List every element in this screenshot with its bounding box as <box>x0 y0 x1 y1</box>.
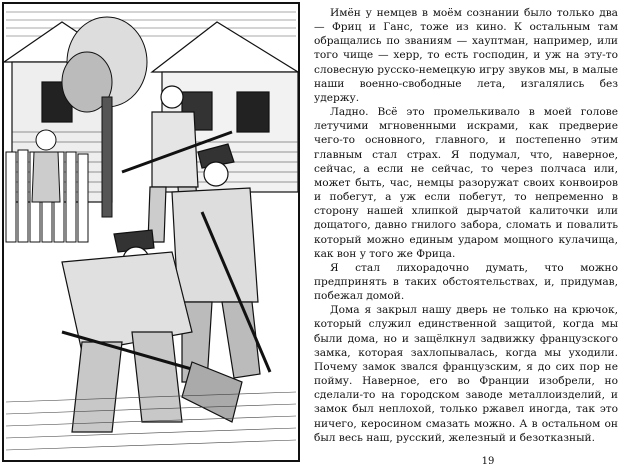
page-number: 19 <box>481 456 495 467</box>
illustration-drawing <box>2 2 300 462</box>
paragraph-4: Дома я закрыл нашу дверь не только на крючок, который служил единственной защитой, когда мы были дома, но и защёлкнул задвижку французского замка, которая захлопывалась, когда мы уходили. Почему замок звался французским, я до сих пор не пойму. Наверное, его во Франции изобрели, но сделали-то на городском заводе металлоизделий, и замок был неплохой, только ржавел иногда, так это ничего, керосином смазать можно. А в остальном он был весь наш, русский, железный и безотказный. <box>314 304 618 444</box>
text-column <box>314 6 618 446</box>
boy-figure <box>32 130 60 202</box>
paragraph-2: Ладно. Всё это промелькивало в моей голове летучими мгновенными искрами, как предверие чего-то основного, главного, и постепенно этим главным стал страх. Я подумал, что, наверное, сейчас, а если не сейчас, то через полчаса или, может быть, час, немцы разоружат своих конвоиров и побегут, а уж если побегут, то непременно в сторону нашей хлипкой дырчатой калиточки или дощатого, давно гнилого забора, сломать и повалить который можно единым ударом мощного кулачища, как вон у того же Фрица. <box>314 106 618 260</box>
paragraph-1: Имён у немцев в моём сознании было только два — Фриц и Ганс, тоже из кино. К остальным там обращались по званиям — хауптман, например, или того чище — херр, то есть господин, и уж на эту-то словесную русско-немецкую игру звуков мы, в малые наши военно-свободные лета, изгалялись без удержу. <box>314 7 618 104</box>
illustration-prisoners-digging <box>2 2 300 462</box>
paragraph-3: Я стал лихорадочно думать, что можно предпринять в таких обстоятельствах, и, придумав, побежал домой. <box>314 261 618 303</box>
